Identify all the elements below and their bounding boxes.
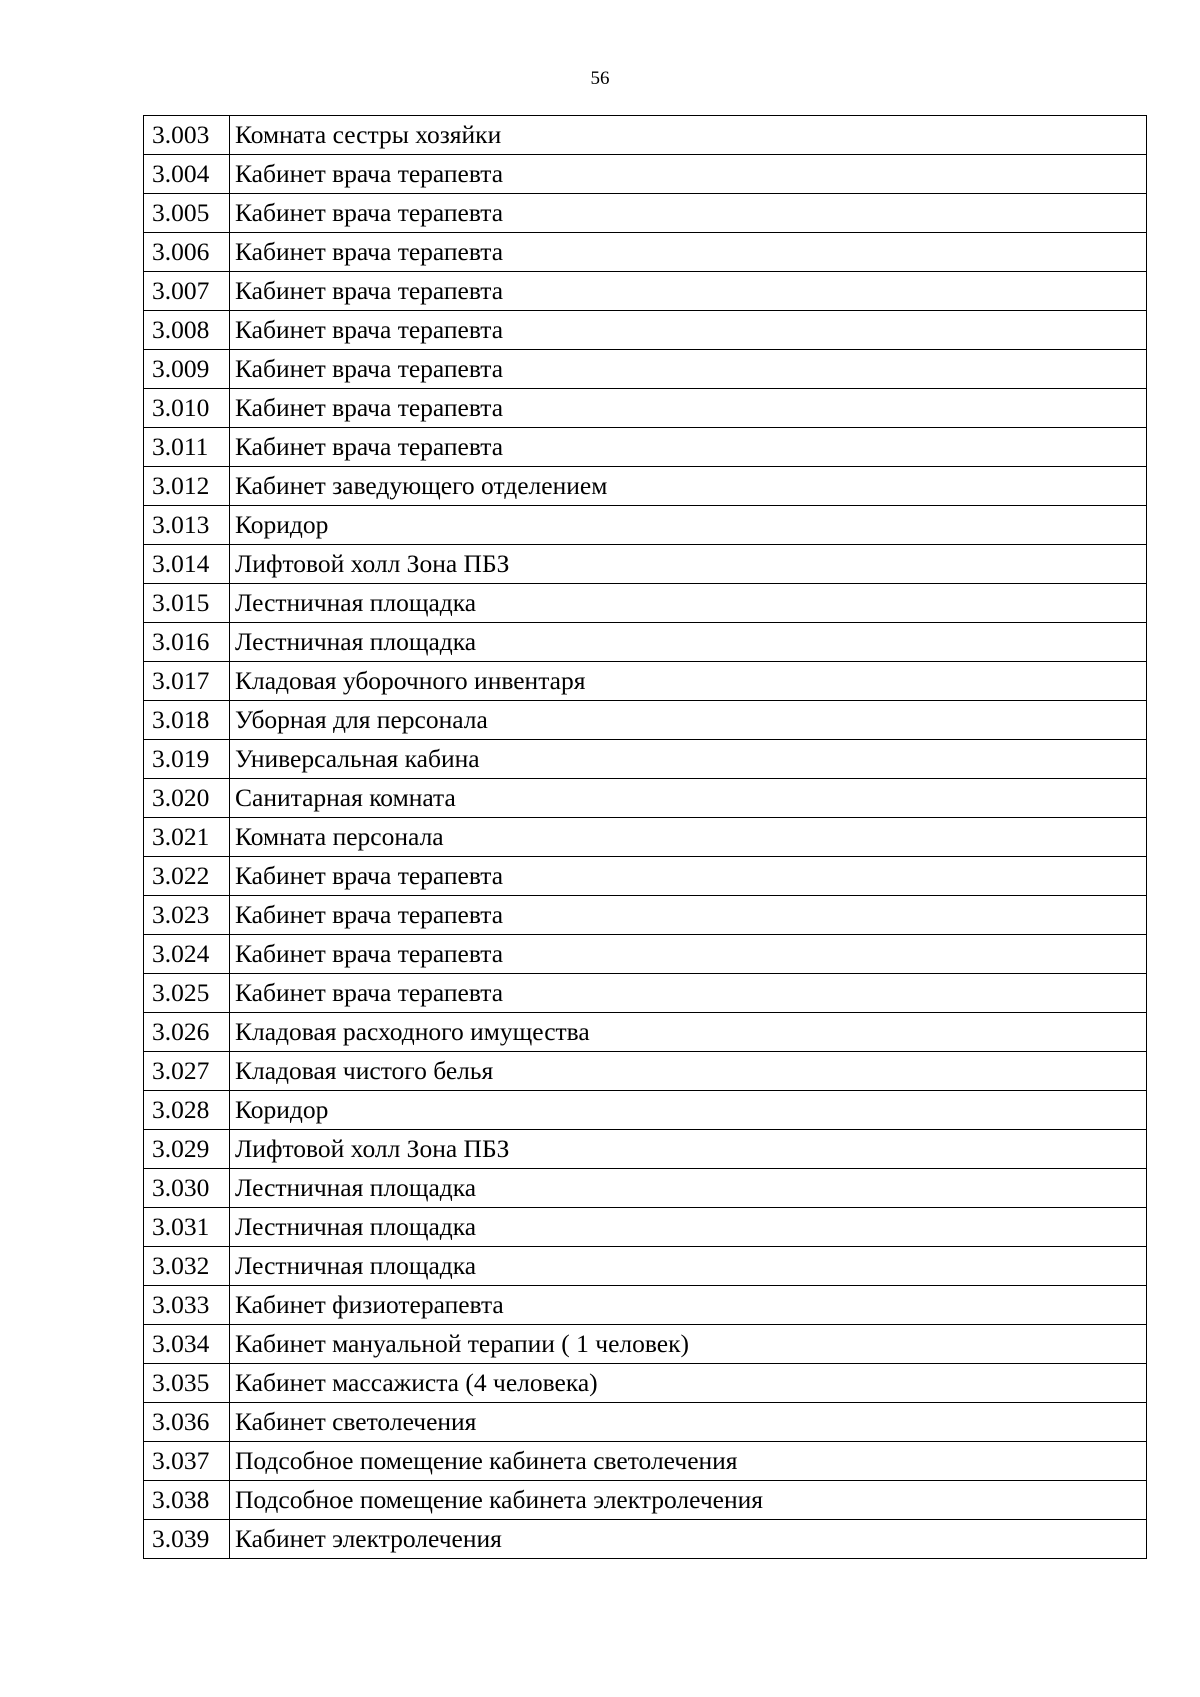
room-name-cell: Лифтовой холл Зона ПБЗ [230, 545, 1147, 584]
table-row [144, 1520, 1147, 1559]
table-row [144, 155, 1147, 194]
table-row [144, 1052, 1147, 1091]
room-code-cell: 3.036 [144, 1403, 230, 1442]
page-number: 56 [590, 68, 610, 89]
table-row [144, 311, 1147, 350]
room-code-cell: 3.030 [144, 1169, 230, 1208]
room-name-cell: Универсальная кабина [230, 740, 1147, 779]
table-row [144, 1091, 1147, 1130]
room-name-cell: Кабинет врача терапевта [230, 311, 1147, 350]
room-name-cell: Кабинет врача терапевта [230, 350, 1147, 389]
room-name-cell: Комната персонала [230, 818, 1147, 857]
table-row [144, 740, 1147, 779]
table-row [144, 1364, 1147, 1403]
room-name-cell: Лестничная площадка [230, 1169, 1147, 1208]
room-name-cell: Кабинет врача терапевта [230, 935, 1147, 974]
room-code-cell: 3.009 [144, 350, 230, 389]
table-row [144, 1481, 1147, 1520]
room-code-cell: 3.039 [144, 1520, 230, 1559]
table-row [144, 272, 1147, 311]
room-name-cell: Кабинет врача терапевта [230, 194, 1147, 233]
room-name-cell: Кабинет массажиста (4 человека) [230, 1364, 1147, 1403]
room-code-cell: 3.019 [144, 740, 230, 779]
table-row [144, 1247, 1147, 1286]
room-code-cell: 3.027 [144, 1052, 230, 1091]
room-code-cell: 3.014 [144, 545, 230, 584]
table-row [144, 389, 1147, 428]
room-code-cell: 3.007 [144, 272, 230, 311]
room-name-cell: Подсобное помещение кабинета светолечения [230, 1442, 1147, 1481]
room-code-cell: 3.037 [144, 1442, 230, 1481]
room-code-cell: 3.013 [144, 506, 230, 545]
room-code-cell: 3.038 [144, 1481, 230, 1520]
room-name-cell: Кладовая расходного имущества [230, 1013, 1147, 1052]
room-name-cell: Кабинет врача терапевта [230, 272, 1147, 311]
room-name-cell: Кабинет врача терапевта [230, 857, 1147, 896]
room-name-cell: Кабинет заведующего отделением [230, 467, 1147, 506]
table-row [144, 1169, 1147, 1208]
table-row [144, 233, 1147, 272]
room-code-cell: 3.024 [144, 935, 230, 974]
table-row [144, 935, 1147, 974]
room-code-cell: 3.003 [144, 116, 230, 155]
room-code-cell: 3.017 [144, 662, 230, 701]
room-name-cell: Лестничная площадка [230, 623, 1147, 662]
room-code-cell: 3.004 [144, 155, 230, 194]
room-name-cell: Кабинет врача терапевта [230, 896, 1147, 935]
room-name-cell: Кабинет врача терапевта [230, 233, 1147, 272]
table-row [144, 194, 1147, 233]
table-row [144, 1130, 1147, 1169]
table-row [144, 1013, 1147, 1052]
table-row [144, 428, 1147, 467]
table-row [144, 467, 1147, 506]
room-name-cell: Кабинет врача терапевта [230, 428, 1147, 467]
table-row [144, 818, 1147, 857]
room-code-cell: 3.026 [144, 1013, 230, 1052]
table-row [144, 1325, 1147, 1364]
room-name-cell: Кабинет светолечения [230, 1403, 1147, 1442]
table-row [144, 974, 1147, 1013]
table-row [144, 701, 1147, 740]
room-code-cell: 3.006 [144, 233, 230, 272]
table-row [144, 779, 1147, 818]
room-code-cell: 3.021 [144, 818, 230, 857]
room-code-cell: 3.018 [144, 701, 230, 740]
room-name-cell: Кладовая уборочного инвентаря [230, 662, 1147, 701]
room-code-cell: 3.020 [144, 779, 230, 818]
table-row [144, 1442, 1147, 1481]
room-code-cell: 3.016 [144, 623, 230, 662]
table-row [144, 350, 1147, 389]
room-name-cell: Кабинет врача терапевта [230, 155, 1147, 194]
table-row [144, 662, 1147, 701]
room-name-cell: Кладовая чистого белья [230, 1052, 1147, 1091]
table-row [144, 116, 1147, 155]
room-name-cell: Лестничная площадка [230, 1247, 1147, 1286]
room-code-cell: 3.033 [144, 1286, 230, 1325]
rooms-table-body [144, 116, 1147, 1559]
table-row [144, 545, 1147, 584]
room-code-cell: 3.005 [144, 194, 230, 233]
table-row [144, 506, 1147, 545]
room-code-cell: 3.011 [144, 428, 230, 467]
room-code-cell: 3.034 [144, 1325, 230, 1364]
room-name-cell: Кабинет врача терапевта [230, 389, 1147, 428]
table-row [144, 857, 1147, 896]
room-name-cell: Кабинет мануальной терапии ( 1 человек) [230, 1325, 1147, 1364]
room-name-cell: Санитарная комната [230, 779, 1147, 818]
room-code-cell: 3.022 [144, 857, 230, 896]
room-name-cell: Комната сестры хозяйки [230, 116, 1147, 155]
room-code-cell: 3.029 [144, 1130, 230, 1169]
room-name-cell: Лестничная площадка [230, 584, 1147, 623]
table-row [144, 896, 1147, 935]
room-name-cell: Коридор [230, 506, 1147, 545]
room-code-cell: 3.028 [144, 1091, 230, 1130]
room-code-cell: 3.035 [144, 1364, 230, 1403]
room-name-cell: Подсобное помещение кабинета электролечения [230, 1481, 1147, 1520]
room-name-cell: Лестничная площадка [230, 1208, 1147, 1247]
table-row [144, 623, 1147, 662]
table-row [144, 1403, 1147, 1442]
room-name-cell: Лифтовой холл Зона ПБЗ [230, 1130, 1147, 1169]
table-row [144, 1286, 1147, 1325]
room-name-cell: Уборная для персонала [230, 701, 1147, 740]
room-code-cell: 3.012 [144, 467, 230, 506]
room-code-cell: 3.023 [144, 896, 230, 935]
rooms-table [143, 115, 1147, 1559]
room-code-cell: 3.015 [144, 584, 230, 623]
room-name-cell: Кабинет физиотерапевта [230, 1286, 1147, 1325]
room-name-cell: Коридор [230, 1091, 1147, 1130]
room-code-cell: 3.032 [144, 1247, 230, 1286]
room-name-cell: Кабинет электролечения [230, 1520, 1147, 1559]
room-code-cell: 3.008 [144, 311, 230, 350]
room-name-cell: Кабинет врача терапевта [230, 974, 1147, 1013]
table-row [144, 1208, 1147, 1247]
room-code-cell: 3.010 [144, 389, 230, 428]
room-code-cell: 3.025 [144, 974, 230, 1013]
table-row [144, 584, 1147, 623]
room-code-cell: 3.031 [144, 1208, 230, 1247]
